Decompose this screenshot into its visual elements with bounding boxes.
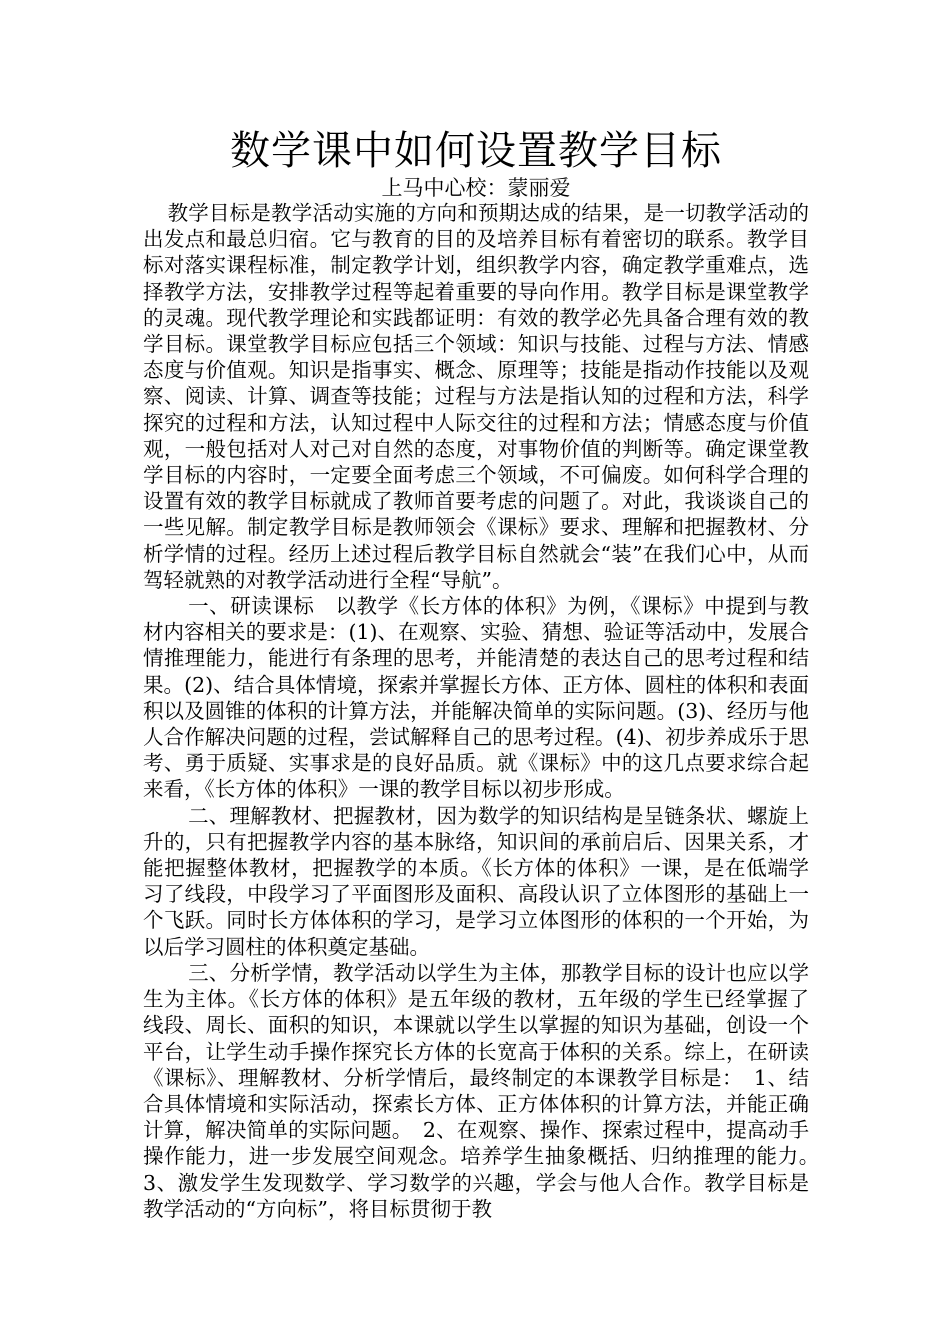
document-content <box>143 126 830 1222</box>
paragraph-intro: 教学目标是教学活动实施的方向和预期达成的结果，是一切教学活动的出发点和最总归宿。它与教育的目的及培养目标有着密切的联系。教学目标对落实课程标准，制定教学计划，组织教学内容，确定教学重难点，选择教学方法，安排教学过程等起着重要的导向作用。教学目标是课堂教学的灵魂。现代教学理论和实践都证明：有效的教学必先具备合理有效的教学目标。课堂教学目标应包括三个领域：知识与技能、过程与方法、情感态度与价值观。知识是指事实、概念、原理等；技能是指动作技能以及观察、阅读、计算、调查等技能；过程与方法是指认知的过程和方法，科学探究的过程和方法，认知过程中人际交往的过程和方法；情感态度与价值观，一般包括对人对己对自然的态度，对事物价值的判断等。确定课堂教学目标的内容时，一定要全面考虑三个领域，不可偏废。如何科学合理的设置有效的教学目标就成了教师首要考虑的问题了。对此，我谈谈自己的一些见解。制定教学目标是教师领会《课标》要求、理解和把握教材、分析学情的过程。经历上述过程后教学目标自然就会“装”在我们心中，从而驾轻就熟的对教学活动进行全程“导航”。 <box>143 201 809 592</box>
paragraph-section-3: 三、分析学情，教学活动以学生为主体，那教学目标的设计也应以学生为主体。《长方体的体积》是五年级的教材，五年级的学生已经掌握了线段、周长、面积的知识，本课就以学生以掌握的知识为基础，创设一个平台，让学生动手操作探究长方体的长宽高于体积的关系。综上，在研读《课标》、理解教材、分析学情后，最终制定的本课教学目标是： 1、结合具体情境和实际活动，探索长方体、正方体体积的计算方法，并能正确计算，解决简单的实际问题。 2、在观察、操作、探索过程中，提高动手操作能力，进一步发展空间观念。培养学生抽象概括、归纳推理的能力。 3、激发学生发现数学、学习数学的兴趣，学会与他人合作。教学目标是教学活动的“方向标”，将目标贯彻于教 <box>143 960 830 1221</box>
author-line: 上马中心校：蒙丽爱 <box>381 176 571 200</box>
document-title: 数学课中如何设置教学目标 <box>230 128 722 174</box>
paragraph-section-1: 一、研读课标 以教学《长方体的体积》为例，《课标》中提到与教材内容相关的要求是：(1)、在观察、实验、猜想、验证等活动中，发展合情推理能力，能进行有条理的思考，并能清楚的表达自己的思考过程和结果。(2)、结合具体情境，探索并掌握长方体、正方体、圆柱的体积和表面积以及圆锥的体积的计算方法，并能解决简单的实际问题。(3)、经历与他人合作解决问题的过程，尝试解释自己的思考过程。(4)、初步养成乐于思考、勇于质疑、实事求是的良好品质。就《课标》中的这几点要求综合起来看，《长方体的体积》一课的教学目标以初步形成。 <box>143 594 809 802</box>
paragraph-section-2: 二、理解教材、把握教材，因为数学的知识结构是呈链条状、螺旋上升的，只有把握教学内容的基本脉络，知识间的承前启后、因果关系，才能把握整体教材，把握教学的本质。《长方体的体积》一课，是在低端学习了线段，中段学习了平面图形及面积、高段认识了立体图形的基础上一个飞跃。同时长方体体积的学习，是学习立体图形的体积的一个开始，为以后学习圆柱的体积奠定基础。 <box>143 803 809 959</box>
